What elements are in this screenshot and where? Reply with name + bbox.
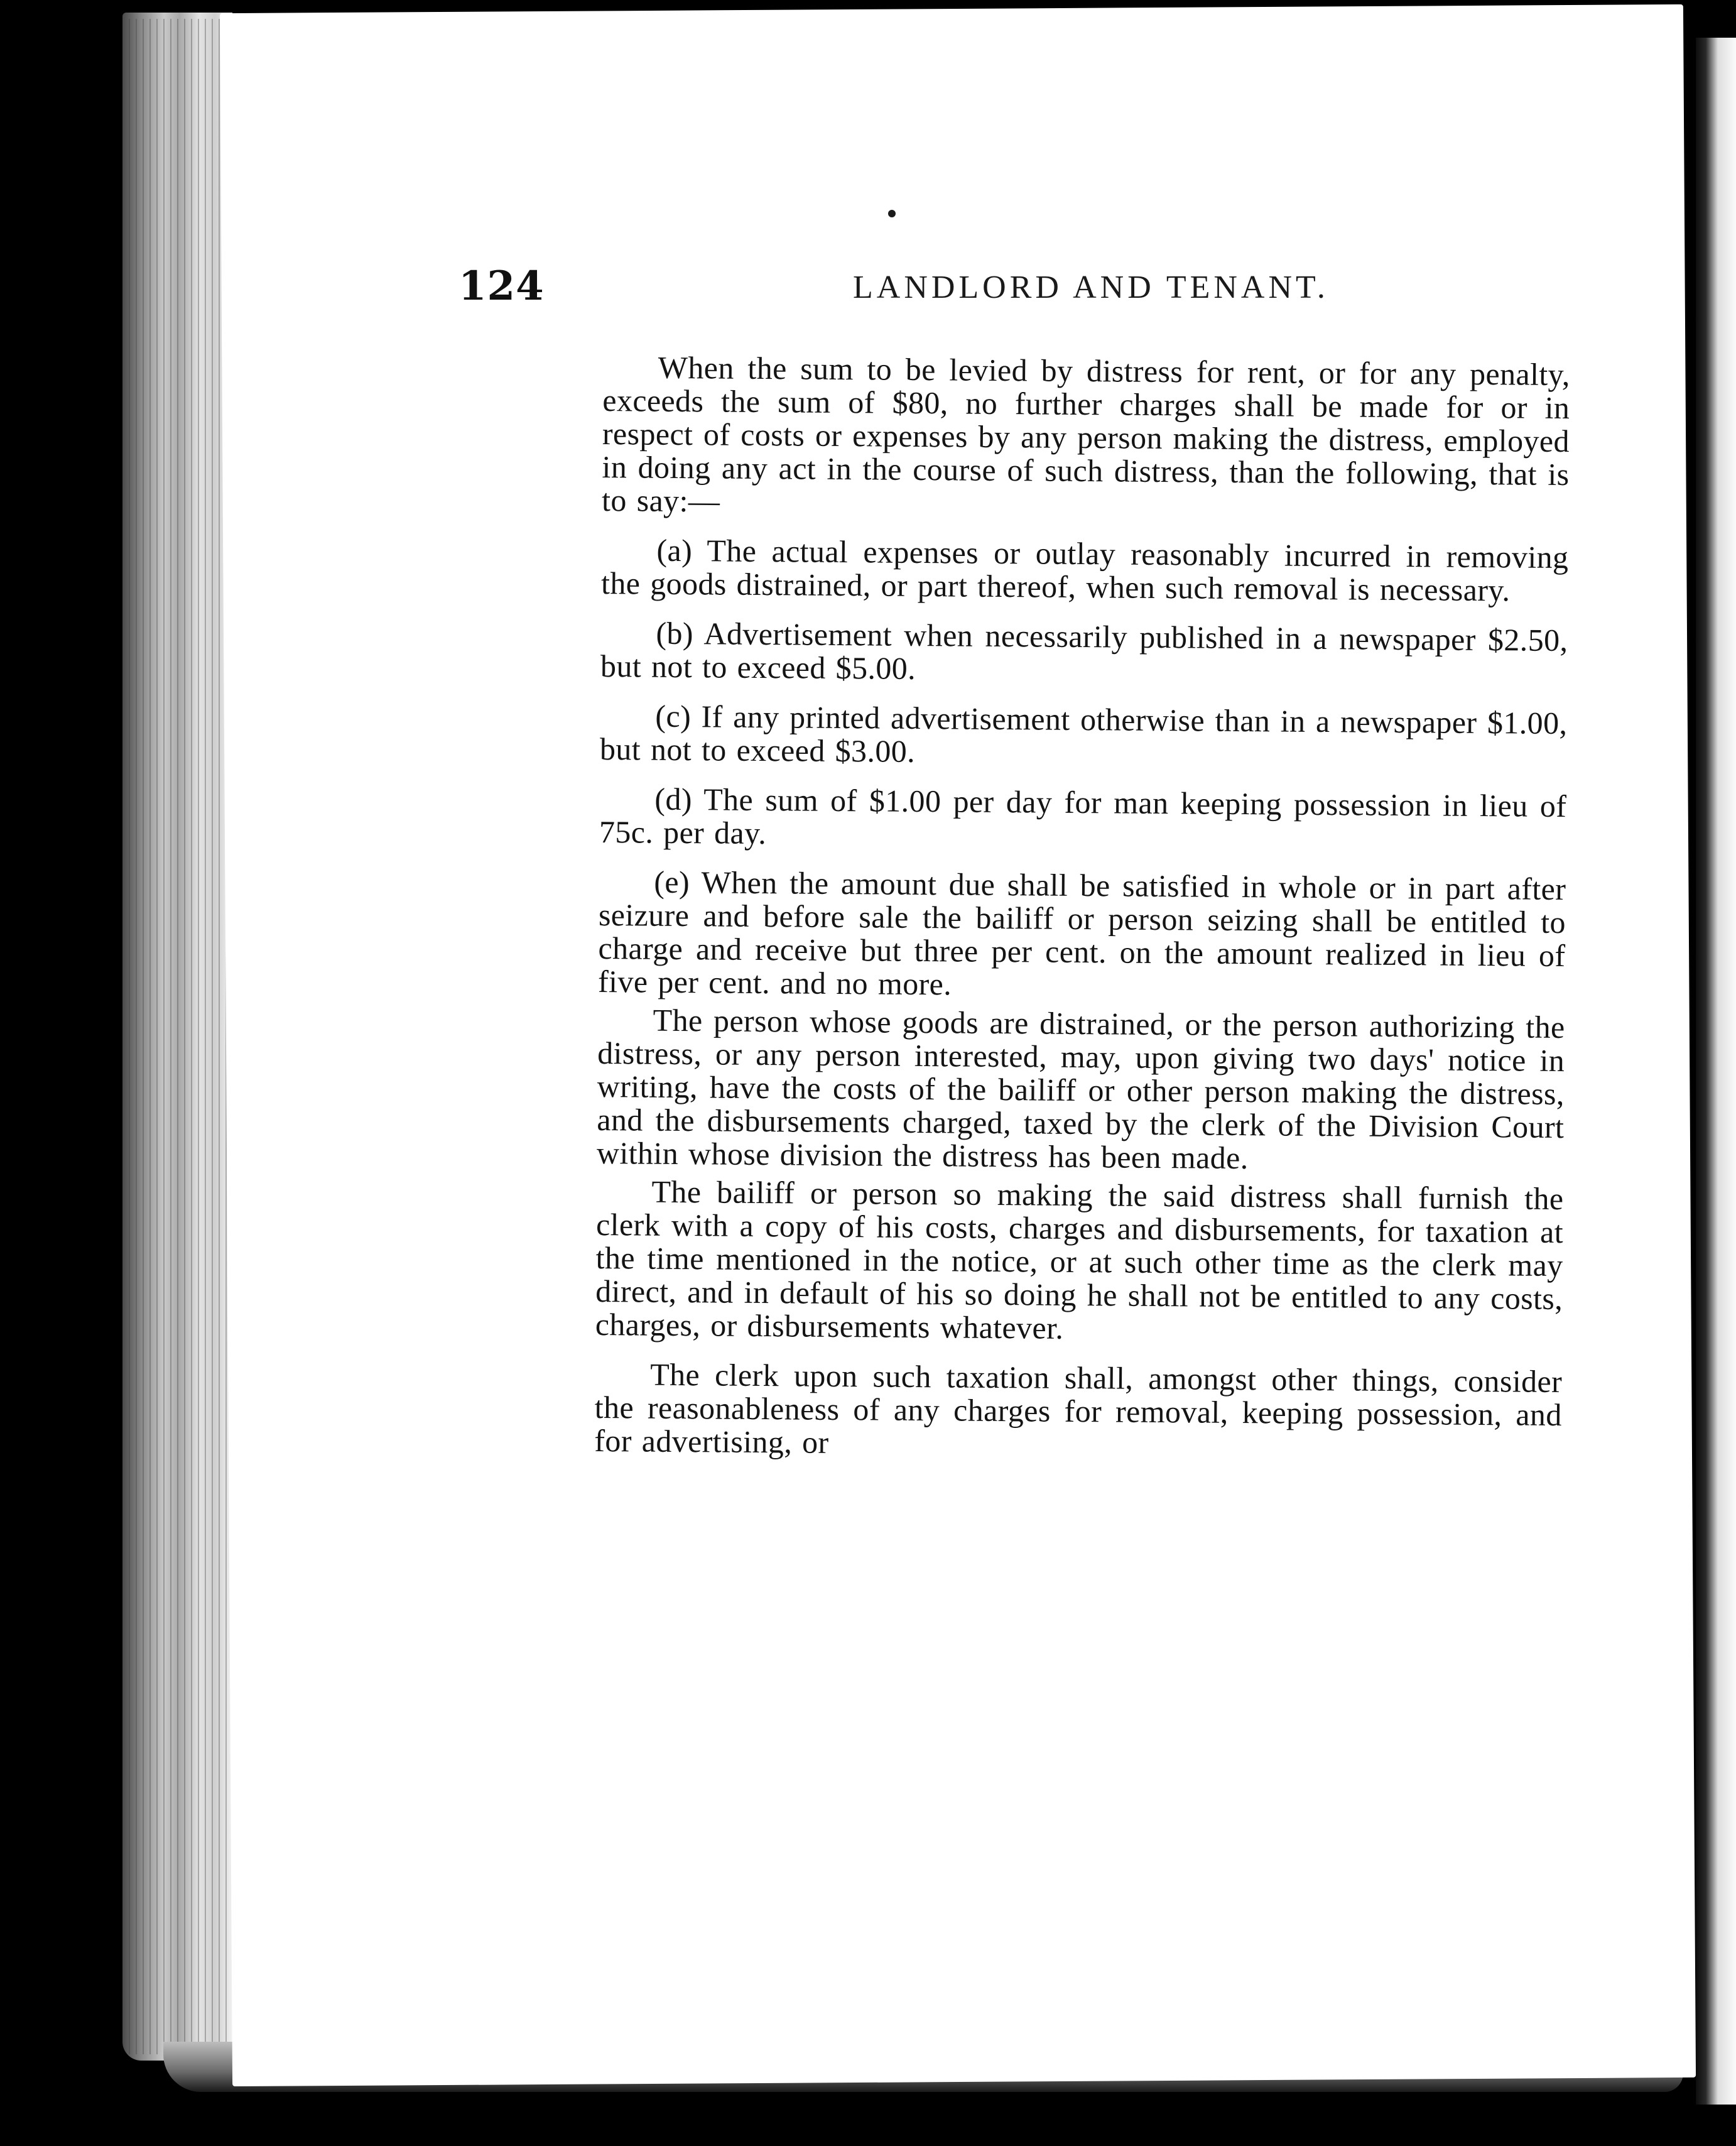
clause-d: (d) The sum of $1.00 per day for man keeping possession in lieu of 75c. per day. — [599, 781, 1567, 851]
paragraph-taxation-notice: The person whose goods are distrained, or the person authorizing the distress, or any person interested, may, upon giving two days' notice in writing, have the costs of the bailiff or other person making the distress, and the disbursements charged, taxed by the clerk of the Division Court within whose division the distress has been made. — [596, 1002, 1565, 1176]
paragraph-clerk-taxation: The clerk upon such taxation shall, amongst other things, consider the reasonableness of any charges for removal, keeping possession, and for advertising, or — [594, 1356, 1563, 1460]
next-leaf-edge — [1696, 38, 1736, 2105]
clause-b: (b) Advertisement when necessarily published in a newspaper $2.50, but not to exceed $5.00. — [600, 615, 1568, 686]
clause-e: (e) When the amount due shall be satisfied in whole or in part after seizure and before sale the bailiff or person seizing shall be entitled to charge and receive but three per cent. on the amount realized in lieu of five per cent. and no more. — [597, 864, 1566, 1002]
running-head: LANDLORD AND TENANT. — [853, 270, 1329, 305]
book-page-edge-lines — [129, 19, 229, 2054]
clause-c: (c) If any printed advertisement otherwise than in a newspaper $1.00, but not to exceed $3.00. — [599, 698, 1568, 769]
paragraph-bailiff-furnish: The bailiff or person so making the said distress shall furnish the clerk with a copy of his costs, charges and disbursements, for taxation at the time mentioned in the notice, or at such other time as the clerk may direct, and in default of his so doing he shall not be entitled to any costs, charges, or disbursements whatever. — [595, 1174, 1564, 1346]
paragraph-distress-costs: When the sum to be levied by distress for rent, or for any penalty, exceeds the sum of $80, no further charges shall be made for or in respect of costs or expenses by any person making the distress, employed in doing any act in the course of such distress, than the following, that is to say:— — [601, 349, 1570, 519]
clause-a: (a) The actual expenses or outlay reasonably incurred in removing the goods distrained, or part thereof, when such removal is necessary. — [600, 532, 1569, 608]
page-number: 124 — [458, 263, 545, 310]
page-body — [594, 351, 1570, 1481]
page-header — [458, 263, 1350, 325]
dust-speck — [888, 210, 896, 217]
